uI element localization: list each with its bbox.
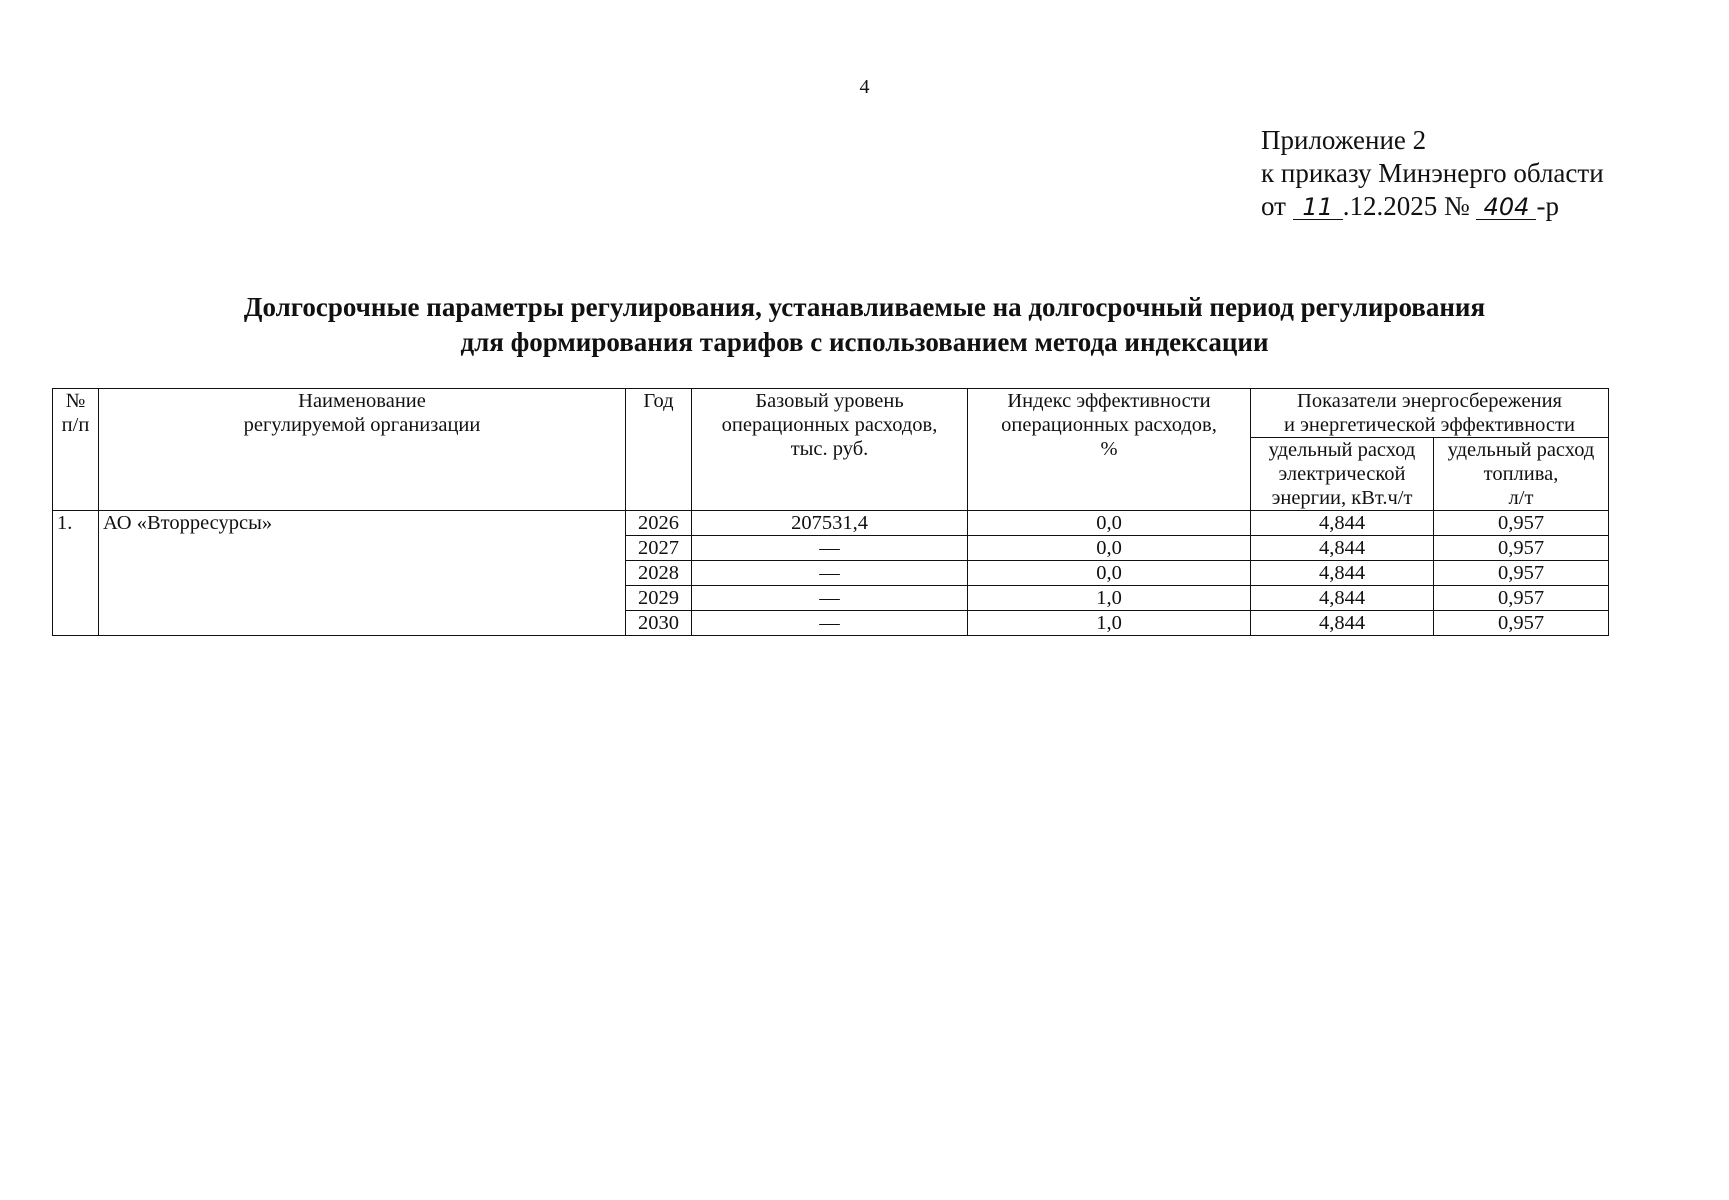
cell-index: 1,0 xyxy=(968,586,1251,611)
header-group-line-2: и энергетической эффективности xyxy=(1284,414,1575,436)
header-fuel-line-2: топлива, xyxy=(1483,463,1559,485)
header-index-line-3: % xyxy=(1100,438,1118,460)
cell-base: 207531,4 xyxy=(692,511,968,536)
title-line-2: для формирования тарифов с использованием метода индексации xyxy=(460,327,1269,357)
table-row xyxy=(53,511,1609,536)
cell-fuel: 0,957 xyxy=(1434,561,1609,586)
cell-index: 0,0 xyxy=(968,511,1251,536)
cell-electric: 4,844 xyxy=(1251,536,1434,561)
header-index-line-2: операционных расходов, xyxy=(1001,414,1217,436)
header-year: Год xyxy=(626,389,692,511)
header-npp-line-1: № xyxy=(65,390,86,412)
header-base-line-2: операционных расходов, xyxy=(721,414,938,436)
header-index-line-1: Индекс эффективности xyxy=(1007,390,1211,412)
header-base-line-1: Базовый уровень xyxy=(755,390,904,412)
document-title xyxy=(0,290,1729,360)
header-electric-line-1: удельный расход xyxy=(1268,439,1416,461)
header-org-line-2: регулируемой организации xyxy=(243,414,481,436)
cell-year: 2026 xyxy=(626,511,692,536)
cell-base: — xyxy=(692,611,968,636)
header-npp xyxy=(53,389,99,511)
cell-base: — xyxy=(692,586,968,611)
cell-electric: 4,844 xyxy=(1251,586,1434,611)
title-line-1: Долгосрочные параметры регулирования, устанавливаемые на долгосрочный период регулирования xyxy=(243,292,1486,322)
header-base-level xyxy=(692,389,968,511)
appendix-title: Приложение 2 xyxy=(1261,125,1427,155)
cell-fuel: 0,957 xyxy=(1434,611,1609,636)
header-npp-line-2: п/п xyxy=(61,414,90,436)
handwritten-day: 11 xyxy=(1293,195,1343,220)
header-efficiency-index xyxy=(968,389,1251,511)
date-prefix: от xyxy=(1261,191,1286,221)
appendix-order-ref: к приказу Минэнерго области xyxy=(1261,158,1604,188)
cell-year: 2029 xyxy=(626,586,692,611)
appendix-header xyxy=(1261,124,1604,223)
date-rest: .12.2025 № xyxy=(1342,191,1470,221)
cell-electric: 4,844 xyxy=(1251,611,1434,636)
header-group-line-1: Показатели энергосбережения xyxy=(1297,390,1562,412)
header-energy-indicators xyxy=(1251,389,1609,438)
parameters-table xyxy=(52,388,1609,636)
cell-npp: 1. xyxy=(53,511,99,636)
cell-base: — xyxy=(692,536,968,561)
cell-electric: 4,844 xyxy=(1251,561,1434,586)
handwritten-order-number: 404 xyxy=(1476,195,1536,220)
cell-index: 0,0 xyxy=(968,536,1251,561)
cell-fuel: 0,957 xyxy=(1434,536,1609,561)
cell-organization: АО «Вторресурсы» xyxy=(99,511,626,636)
cell-electric: 4,844 xyxy=(1251,511,1434,536)
header-electric-consumption xyxy=(1251,438,1434,511)
header-fuel-line-3: л/т xyxy=(1508,487,1534,509)
cell-year: 2030 xyxy=(626,611,692,636)
header-electric-line-3: энергии, кВт.ч/т xyxy=(1271,487,1413,509)
header-fuel-consumption xyxy=(1434,438,1609,511)
cell-index: 0,0 xyxy=(968,561,1251,586)
header-row xyxy=(53,389,1609,438)
cell-year: 2028 xyxy=(626,561,692,586)
header-organization xyxy=(99,389,626,511)
cell-fuel: 0,957 xyxy=(1434,511,1609,536)
header-org-line-1: Наименование xyxy=(298,390,426,412)
cell-base: — xyxy=(692,561,968,586)
cell-index: 1,0 xyxy=(968,611,1251,636)
cell-year: 2027 xyxy=(626,536,692,561)
header-electric-line-2: электрической xyxy=(1278,463,1406,485)
page-number: 4 xyxy=(859,76,870,98)
cell-fuel: 0,957 xyxy=(1434,586,1609,611)
header-base-line-3: тыс. руб. xyxy=(790,438,869,460)
appendix-date-line xyxy=(1261,190,1604,223)
order-suffix: -р xyxy=(1536,191,1559,221)
header-fuel-line-1: удельный расход xyxy=(1447,439,1595,461)
